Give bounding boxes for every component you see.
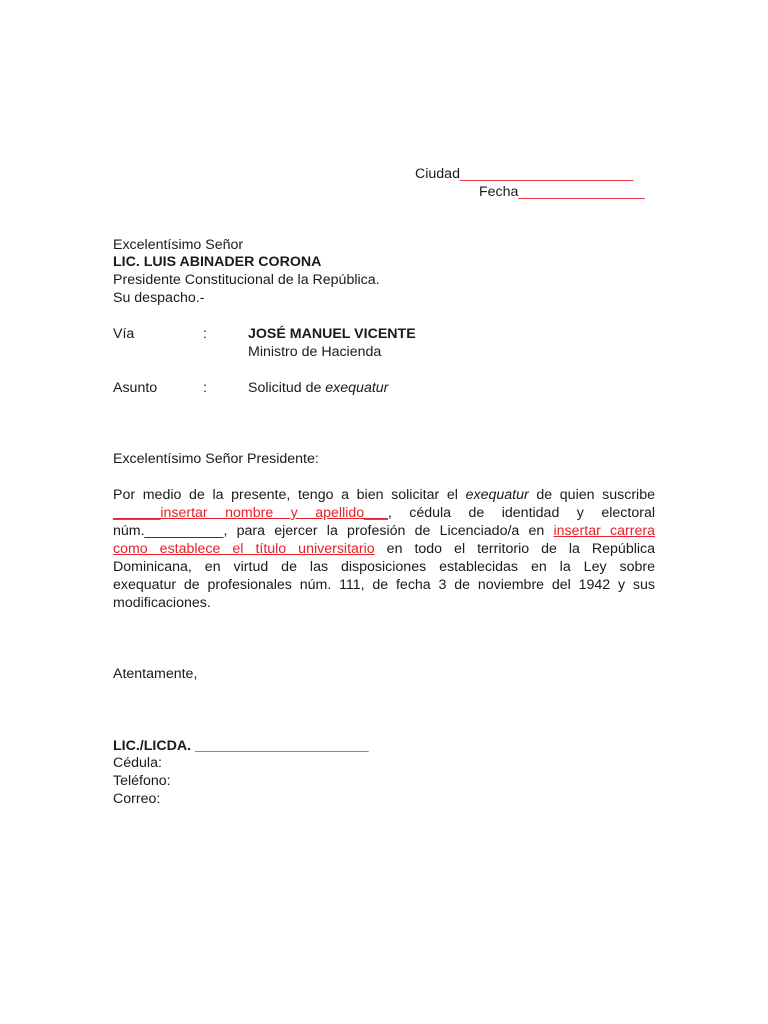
subject-prefix: Solicitud de: [248, 380, 326, 396]
subject-label: Asunto: [113, 380, 158, 396]
body-l4-rest: en todo el territorio de la República: [374, 541, 656, 557]
subject-text: [248, 379, 388, 397]
body-l1-c: de quien suscribe: [528, 487, 655, 503]
career-placeholder-1: insertar carrera: [553, 523, 655, 539]
career-placeholder-2: como establece el título universitario: [113, 541, 375, 557]
date-label: Fecha: [479, 184, 519, 200]
addressee-office: Su despacho.-: [113, 290, 205, 306]
greeting: Excelentísimo Señor Presidente:: [113, 451, 319, 467]
date-blank: ________________: [518, 184, 645, 200]
body-line-5: Dominicana, en virtud de las disposiciones establecidas en la Ley sobre: [113, 559, 655, 575]
body-paragraph: [113, 486, 655, 612]
addressee-name: LIC. LUIS ABINADER CORONA: [113, 254, 322, 270]
name-placeholder: ______insertar nombre y apellido___: [113, 505, 388, 521]
signature-telefono: Teléfono:: [113, 773, 171, 789]
signature-cedula: Cédula:: [113, 755, 162, 771]
city-line: [415, 165, 634, 183]
subject-colon: :: [203, 380, 207, 396]
body-line-6: exequatur de profesionales núm. 111, de fecha 3 de noviembre del 1942 y sus: [113, 577, 655, 593]
addressee-title: Presidente Constitucional de la República.: [113, 272, 380, 288]
body-l3-a: núm.__________, para ejercer la profesión de Licenciado/a en: [113, 523, 554, 539]
subject-italic: exequatur: [325, 380, 389, 396]
via-label: Vía: [113, 326, 135, 342]
body-line-4: [113, 540, 655, 558]
body-l1-a: Por medio de la presente, tengo a bien solicitar el: [113, 487, 466, 503]
via-name: JOSÉ MANUEL VICENTE: [248, 326, 416, 342]
body-line-1: [113, 486, 655, 504]
body-line-3: [113, 522, 655, 540]
signature-correo: Correo:: [113, 791, 161, 807]
city-label: Ciudad: [415, 166, 460, 182]
via-colon: :: [203, 326, 207, 342]
signature-title: LIC./LICDA. ______________________: [113, 738, 369, 754]
via-role: Ministro de Hacienda: [248, 344, 382, 360]
body-line-2: [113, 504, 655, 522]
city-blank: ______________________: [459, 166, 634, 182]
salutation: Excelentísimo Señor: [113, 237, 244, 253]
closing: Atentamente,: [113, 666, 198, 682]
body-line-7: modificaciones.: [113, 595, 211, 611]
body-l2-rest: , cédula de identidad y electoral: [387, 505, 655, 521]
body-l1-italic: exequatur: [465, 487, 529, 503]
date-line: [479, 183, 645, 201]
